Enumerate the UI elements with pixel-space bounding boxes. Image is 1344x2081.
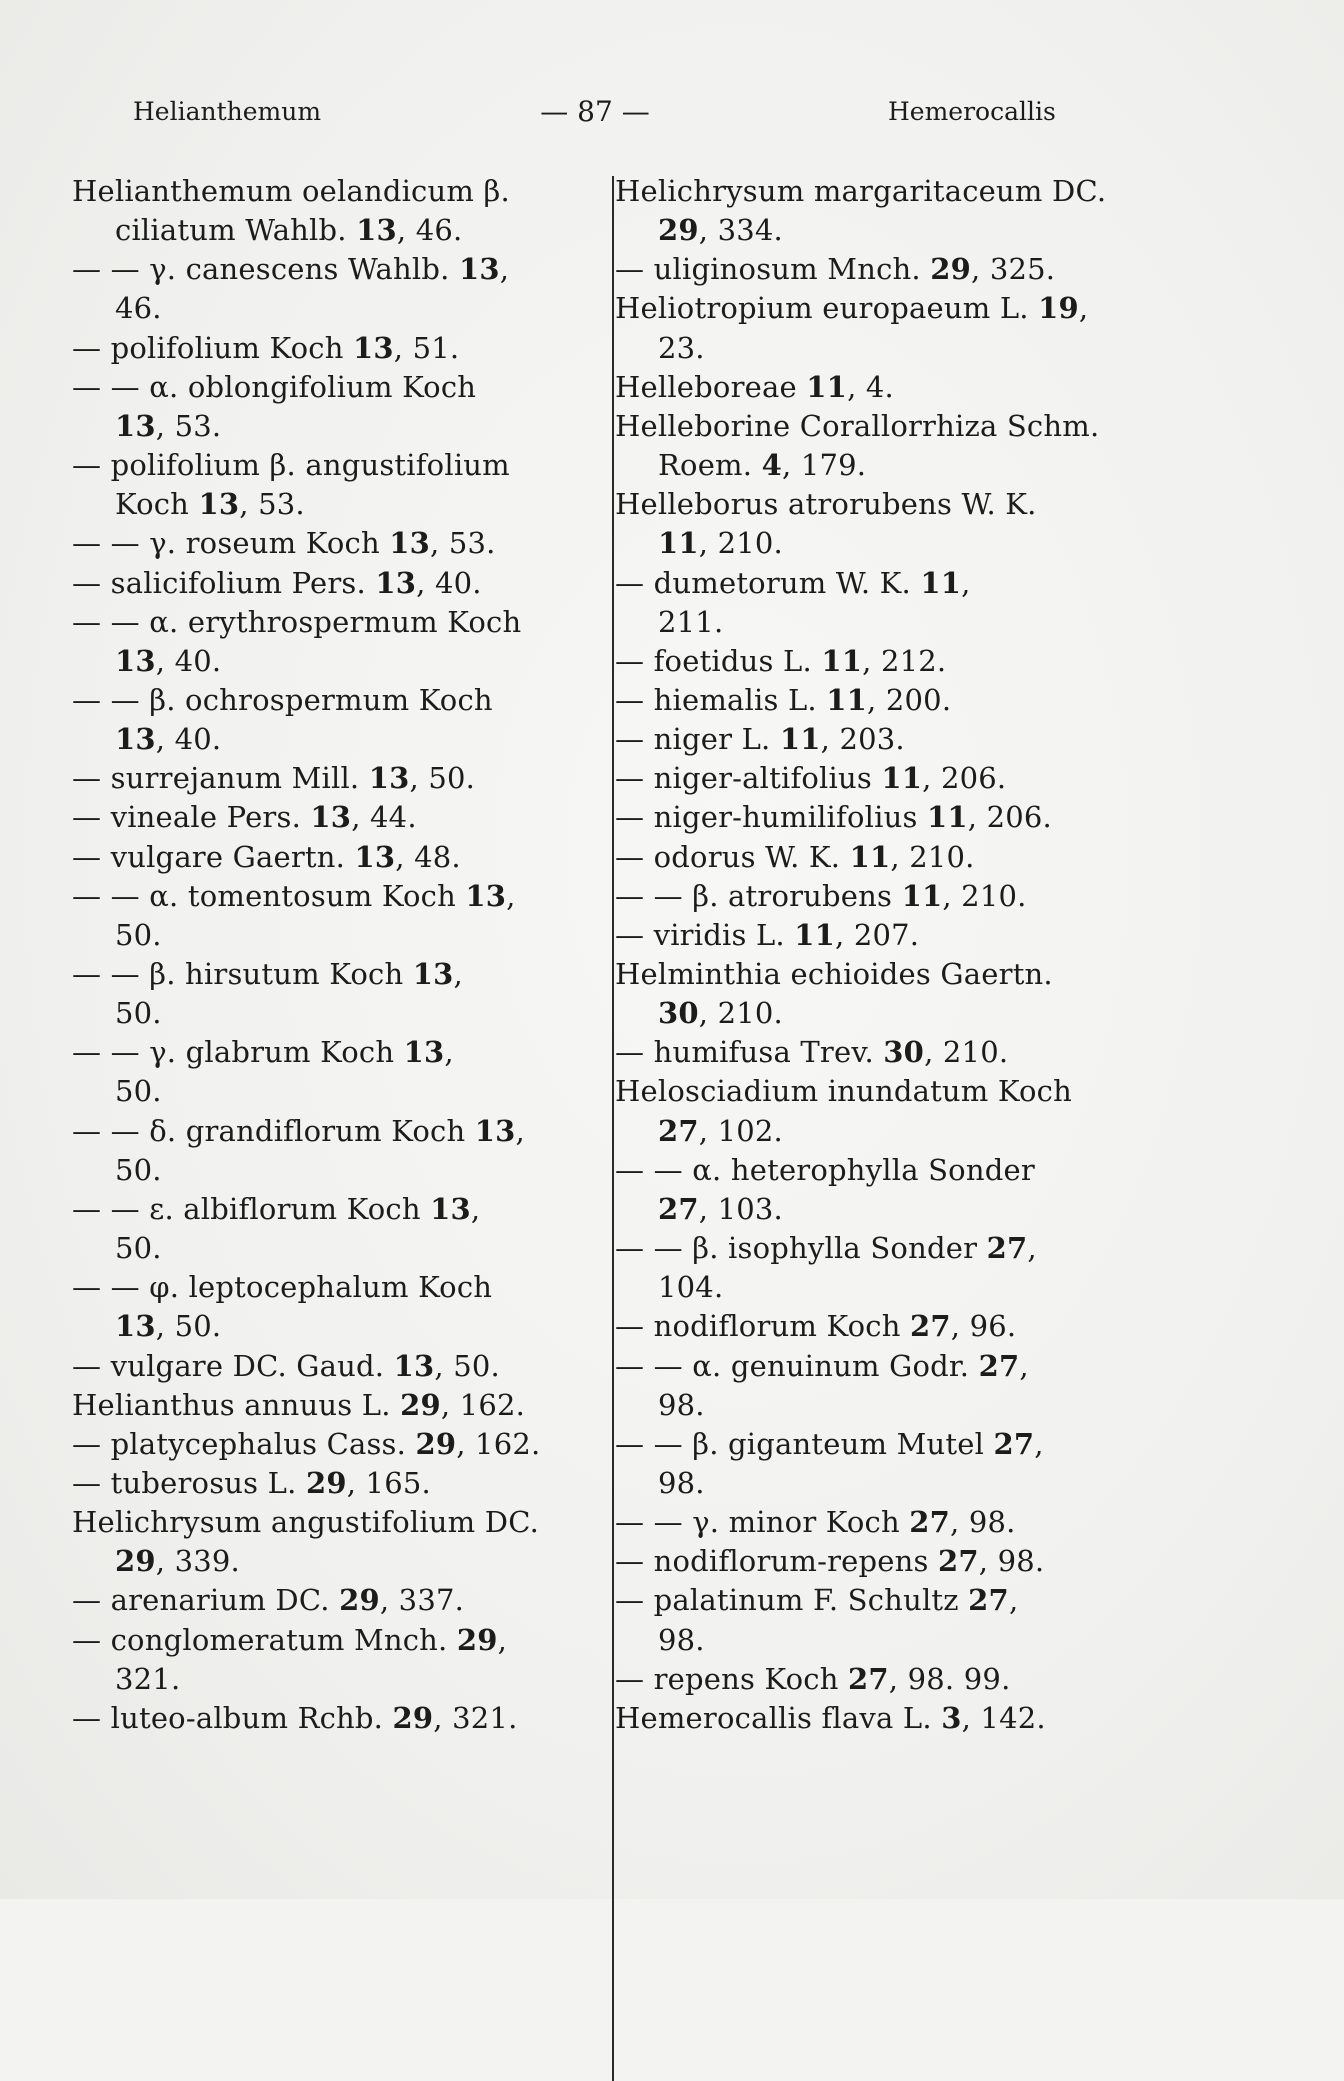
index-entry-line: 50.: [115, 917, 162, 952]
index-entry-line: — — α. oblongifolium Koch: [72, 369, 477, 404]
index-entry-line: — luteo-album Rchb. 29, 321.: [72, 1700, 518, 1735]
index-entry-line: Helosciadium inundatum Koch: [615, 1074, 1072, 1109]
index-entry-line: — vulgare Gaertn. 13, 48.: [72, 839, 461, 874]
index-entry-line: — repens Koch 27, 98. 99.: [615, 1661, 1011, 1696]
index-entry-line: — — α. genuinum Godr. 27,: [615, 1348, 1029, 1383]
index-entry-line: 27, 103.: [658, 1191, 783, 1226]
page-number: — 87 —: [540, 95, 650, 128]
index-entry-line: Helianthemum oelandicum β.: [72, 174, 510, 208]
index-entry-line: 321.: [115, 1661, 181, 1696]
index-entry-line: 30, 210.: [658, 996, 783, 1031]
index-entry-line: — — β. isophylla Sonder 27,: [615, 1231, 1037, 1266]
index-entry-line: — tuberosus L. 29, 165.: [72, 1465, 431, 1500]
index-entry-line: 98.: [658, 1465, 705, 1500]
index-entry-line: 50.: [115, 1152, 162, 1187]
index-entry-line: — uliginosum Mnch. 29, 325.: [615, 252, 1056, 287]
index-entry-line: — palatinum F. Schultz 27,: [615, 1583, 1019, 1618]
index-entry-line: Helianthus annuus L. 29, 162.: [72, 1387, 526, 1422]
index-entry-line: 29, 334.: [658, 213, 783, 248]
index-entry-line: 13, 40.: [115, 722, 222, 757]
index-entry-line: — hiemalis L. 11, 200.: [615, 682, 952, 717]
index-entry-line: — polifolium β. angustifolium: [72, 448, 510, 483]
index-entry-line: — salicifolium Pers. 13, 40.: [72, 565, 482, 600]
index-entry-line: — — ε. albiflorum Koch 13,: [72, 1191, 481, 1226]
index-entry-line: — platycephalus Cass. 29, 162.: [72, 1426, 541, 1461]
index-entry-line: Helminthia echioides Gaertn.: [615, 957, 1053, 991]
header-left-keyword: Helianthemum: [133, 97, 322, 126]
index-entry-line: Roem. 4, 179.: [658, 448, 867, 483]
index-entry-line: — dumetorum W. K. 11,: [615, 565, 971, 600]
index-entry-line: — — γ. canescens Wahlb. 13,: [72, 252, 510, 287]
index-entry-line: Helleboreae 11, 4.: [615, 369, 894, 404]
index-entry-line: — vineale Pers. 13, 44.: [72, 800, 417, 835]
index-entry-line: — vulgare DC. Gaud. 13, 50.: [72, 1348, 500, 1383]
index-entry-line: 13, 53.: [115, 408, 222, 443]
index-entry-line: — conglomeratum Mnch. 29,: [72, 1622, 508, 1657]
index-entry-line: 27, 102.: [658, 1113, 783, 1148]
index-entry-line: — arenarium DC. 29, 337.: [72, 1583, 465, 1618]
index-entry-line: — — β. giganteum Mutel 27,: [615, 1426, 1044, 1461]
index-entry-line: — — φ. leptocephalum Koch: [72, 1270, 493, 1305]
index-entry-line: — odorus W. K. 11, 210.: [615, 839, 975, 874]
index-entry-line: Hemerocallis flava L. 3, 142.: [615, 1700, 1046, 1735]
index-entry-line: 98.: [658, 1622, 705, 1657]
column-divider: [612, 176, 614, 2081]
index-entry-line: — foetidus L. 11, 212.: [615, 643, 947, 678]
index-entry-line: 29, 339.: [115, 1544, 240, 1579]
index-entry-line: — — α. erythrospermum Koch: [72, 604, 522, 639]
index-entry-line: 211.: [658, 604, 724, 639]
index-entry-line: — — γ. minor Koch 27, 98.: [615, 1505, 1016, 1540]
index-entry-line: 23.: [658, 330, 705, 365]
index-entry-line: 50.: [115, 996, 162, 1031]
header-right-keyword: Hemerocallis: [888, 97, 1056, 126]
index-entry-line: — surrejanum Mill. 13, 50.: [72, 761, 476, 796]
index-entry-line: — viridis L. 11, 207.: [615, 917, 920, 952]
index-entry-line: — — β. ochrospermum Koch: [72, 682, 493, 717]
index-entry-line: — — α. tomentosum Koch 13,: [72, 878, 516, 913]
index-entry-line: 13, 50.: [115, 1309, 222, 1344]
index-entry-line: — — γ. roseum Koch 13, 53.: [72, 526, 496, 561]
index-entry-line: — — β. hirsutum Koch 13,: [72, 957, 463, 991]
index-entry-line: — humifusa Trev. 30, 210.: [615, 1035, 1009, 1070]
index-entry-line: — nodiflorum Koch 27, 96.: [615, 1309, 1017, 1344]
index-entry-line: 98.: [658, 1387, 705, 1422]
index-entry-line: — — α. heterophylla Sonder: [615, 1152, 1035, 1187]
index-entry-line: — — β. atrorubens 11, 210.: [615, 878, 1027, 913]
index-entry-line: — — γ. glabrum Koch 13,: [72, 1035, 454, 1070]
index-entry-line: Helleborus atrorubens W. K.: [615, 487, 1037, 522]
index-entry-line: Heliotropium europaeum L. 19,: [615, 291, 1089, 326]
index-entry-line: 13, 40.: [115, 643, 222, 678]
index-entry-line: — nodiflorum-repens 27, 98.: [615, 1544, 1045, 1579]
index-entry-line: ciliatum Wahlb. 13, 46.: [115, 213, 463, 248]
index-entry-line: — niger L. 11, 203.: [615, 722, 905, 757]
index-entry-line: Helichrysum margaritaceum DC.: [615, 174, 1107, 208]
index-entry-line: 50.: [115, 1074, 162, 1109]
index-entry-line: Helichrysum angustifolium DC.: [72, 1505, 540, 1540]
running-header: [0, 92, 1344, 132]
index-entry-line: Helleborine Corallorrhiza Schm.: [615, 408, 1100, 443]
index-entry-line: — — δ. grandiflorum Koch 13,: [72, 1113, 525, 1148]
index-entry-line: 50.: [115, 1231, 162, 1266]
index-entry-line: 11, 210.: [658, 526, 783, 561]
index-entry-line: Koch 13, 53.: [115, 487, 305, 522]
index-entry-line: — niger-altifolius 11, 206.: [615, 761, 1007, 796]
index-entry-line: 104.: [658, 1270, 724, 1305]
index-entry-line: — polifolium Koch 13, 51.: [72, 330, 460, 365]
index-entry-line: — niger-humilifolius 11, 206.: [615, 800, 1052, 835]
index-entry-line: 46.: [115, 291, 162, 326]
